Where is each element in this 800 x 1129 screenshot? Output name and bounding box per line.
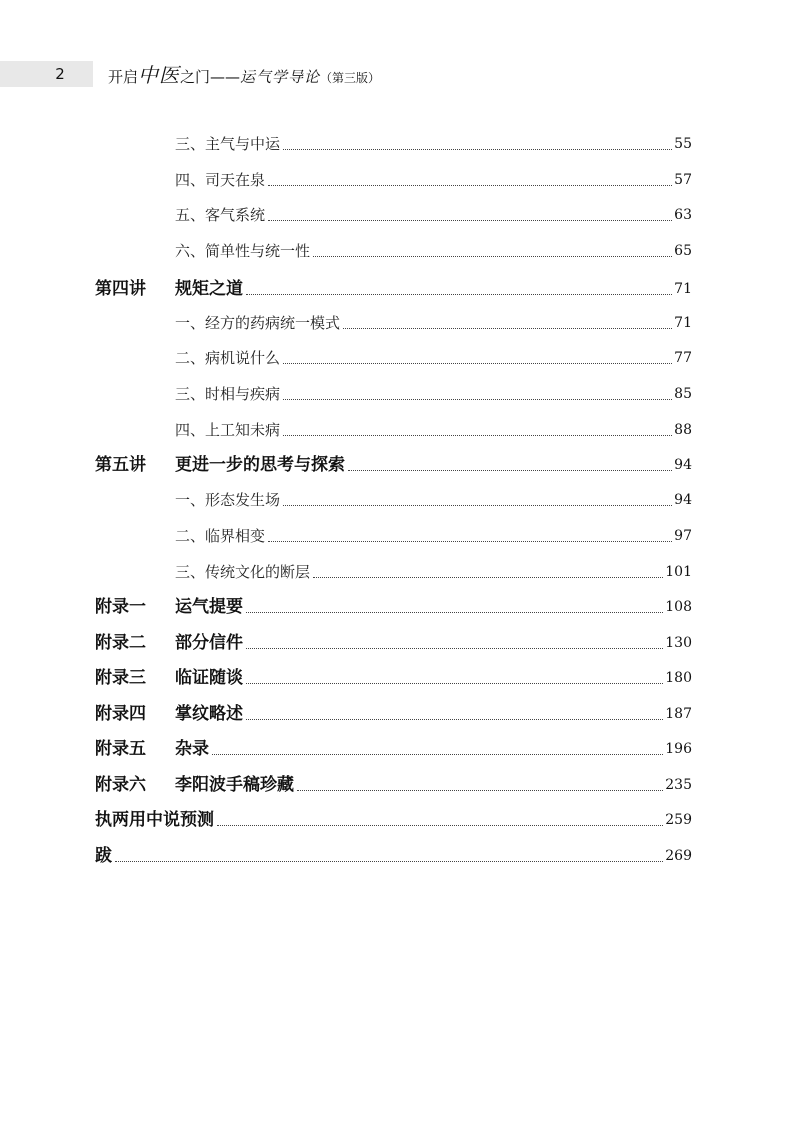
toc-entry-number: 第四讲 — [95, 279, 146, 299]
toc-dot-leader — [268, 185, 672, 186]
toc-entry-title: 四、司天在泉 — [175, 171, 266, 189]
toc-entry-title: 掌纹略述 — [175, 704, 243, 724]
toc-entry-page: 85 — [674, 386, 692, 402]
toc-entry-page: 65 — [674, 243, 692, 259]
toc-entry — [175, 311, 692, 335]
toc-entry-title: 二、临界相变 — [175, 527, 266, 545]
toc-entry-title: 一、经方的药病统一模式 — [175, 314, 341, 332]
toc-entry-title: 三、传统文化的断层 — [175, 563, 311, 581]
toc-entry — [175, 418, 692, 442]
toc-entry-page: 71 — [674, 281, 692, 297]
title-middle: 之门—— — [180, 68, 241, 86]
toc-entry-page: 259 — [665, 812, 692, 828]
toc-dot-leader — [283, 505, 672, 506]
page-number: 2 — [55, 65, 65, 83]
toc-entry-number: 附录一 — [95, 597, 146, 617]
toc-entry — [95, 808, 692, 832]
toc-entry-title: 杂录 — [175, 739, 209, 759]
toc-entry — [95, 844, 692, 868]
toc-dot-leader — [115, 861, 663, 862]
toc-entry-title: 跋 — [95, 846, 112, 866]
toc-dot-leader — [246, 648, 663, 649]
toc-entry — [175, 524, 692, 548]
title-subtitle: 运气学导论 — [240, 68, 321, 86]
toc-dot-leader — [283, 399, 672, 400]
toc-entry — [175, 346, 692, 370]
toc-entry-number: 附录二 — [95, 633, 146, 653]
toc-entry — [95, 595, 692, 619]
toc-dot-leader — [313, 577, 663, 578]
toc-entry-title: 部分信件 — [175, 633, 243, 653]
toc-entry — [95, 277, 692, 301]
toc-entry-page: 108 — [665, 599, 692, 615]
toc-entry — [95, 453, 692, 477]
toc-entry-number: 附录三 — [95, 668, 146, 688]
toc-dot-leader — [246, 719, 663, 720]
title-calligraphy: 中医 — [138, 63, 181, 87]
toc-entry — [175, 239, 692, 263]
toc-entry-title: 六、简单性与统一性 — [175, 242, 311, 260]
title-prefix: 开启 — [108, 68, 139, 86]
toc-dot-leader — [217, 825, 663, 826]
toc-dot-leader — [246, 612, 663, 613]
toc-entry — [175, 560, 692, 584]
toc-dot-leader — [246, 294, 672, 295]
toc-entry — [95, 773, 692, 797]
toc-entry-title: 临证随谈 — [175, 668, 243, 688]
toc-entry — [95, 702, 692, 726]
toc-entry-title: 四、上工知未病 — [175, 421, 281, 439]
toc-entry-number: 附录五 — [95, 739, 146, 759]
toc-entry-page: 235 — [665, 777, 692, 793]
toc-entry-page: 57 — [674, 172, 692, 188]
toc-entry-title: 三、时相与疾病 — [175, 385, 281, 403]
toc-entry-title: 执两用中说预测 — [95, 810, 214, 830]
toc-entry-page: 130 — [665, 635, 692, 651]
toc-entry — [175, 203, 692, 227]
toc-dot-leader — [283, 149, 672, 150]
toc-entry-page: 63 — [674, 207, 692, 223]
toc-entry-title: 李阳波手稿珍藏 — [175, 775, 294, 795]
toc-entry-page: 101 — [665, 564, 692, 580]
toc-entry-page: 269 — [665, 848, 692, 864]
toc-entry — [95, 737, 692, 761]
toc-dot-leader — [246, 683, 663, 684]
toc-entry-page: 77 — [674, 350, 692, 366]
toc-entry-page: 88 — [674, 422, 692, 438]
toc-entry — [175, 382, 692, 406]
toc-dot-leader — [348, 470, 672, 471]
toc-entry — [175, 132, 692, 156]
toc-entry-title: 更进一步的思考与探索 — [175, 455, 345, 475]
toc-entry-title: 一、形态发生场 — [175, 491, 281, 509]
toc-entry-title: 五、客气系统 — [175, 206, 266, 224]
toc-entry-number: 第五讲 — [95, 455, 146, 475]
toc-entry-page: 94 — [674, 492, 692, 508]
toc-entry-title: 运气提要 — [175, 597, 243, 617]
title-edition: （第三版） — [320, 71, 381, 85]
toc-entry — [175, 168, 692, 192]
running-title — [108, 61, 380, 89]
toc-entry-title: 规矩之道 — [175, 279, 243, 299]
toc-dot-leader — [268, 220, 672, 221]
toc-entry-number: 附录六 — [95, 775, 146, 795]
toc-entry-title: 三、主气与中运 — [175, 135, 281, 153]
toc-entry-page: 55 — [674, 136, 692, 152]
toc-entry-title: 二、病机说什么 — [175, 349, 281, 367]
toc-dot-leader — [343, 328, 672, 329]
toc-dot-leader — [283, 363, 672, 364]
toc-dot-leader — [212, 754, 663, 755]
toc-dot-leader — [297, 790, 663, 791]
toc-dot-leader — [313, 256, 672, 257]
toc-entry-page: 187 — [665, 706, 692, 722]
toc-entry-page: 71 — [674, 315, 692, 331]
toc-entry — [95, 631, 692, 655]
toc-entry-page: 94 — [674, 457, 692, 473]
toc-entry-page: 180 — [665, 670, 692, 686]
toc-entry-page: 196 — [665, 741, 692, 757]
toc-dot-leader — [283, 435, 672, 436]
toc-entry-number: 附录四 — [95, 704, 146, 724]
toc-entry — [95, 666, 692, 690]
toc-entry — [175, 488, 692, 512]
toc-entry-page: 97 — [674, 528, 692, 544]
running-header — [0, 0, 800, 130]
toc-dot-leader — [268, 541, 672, 542]
